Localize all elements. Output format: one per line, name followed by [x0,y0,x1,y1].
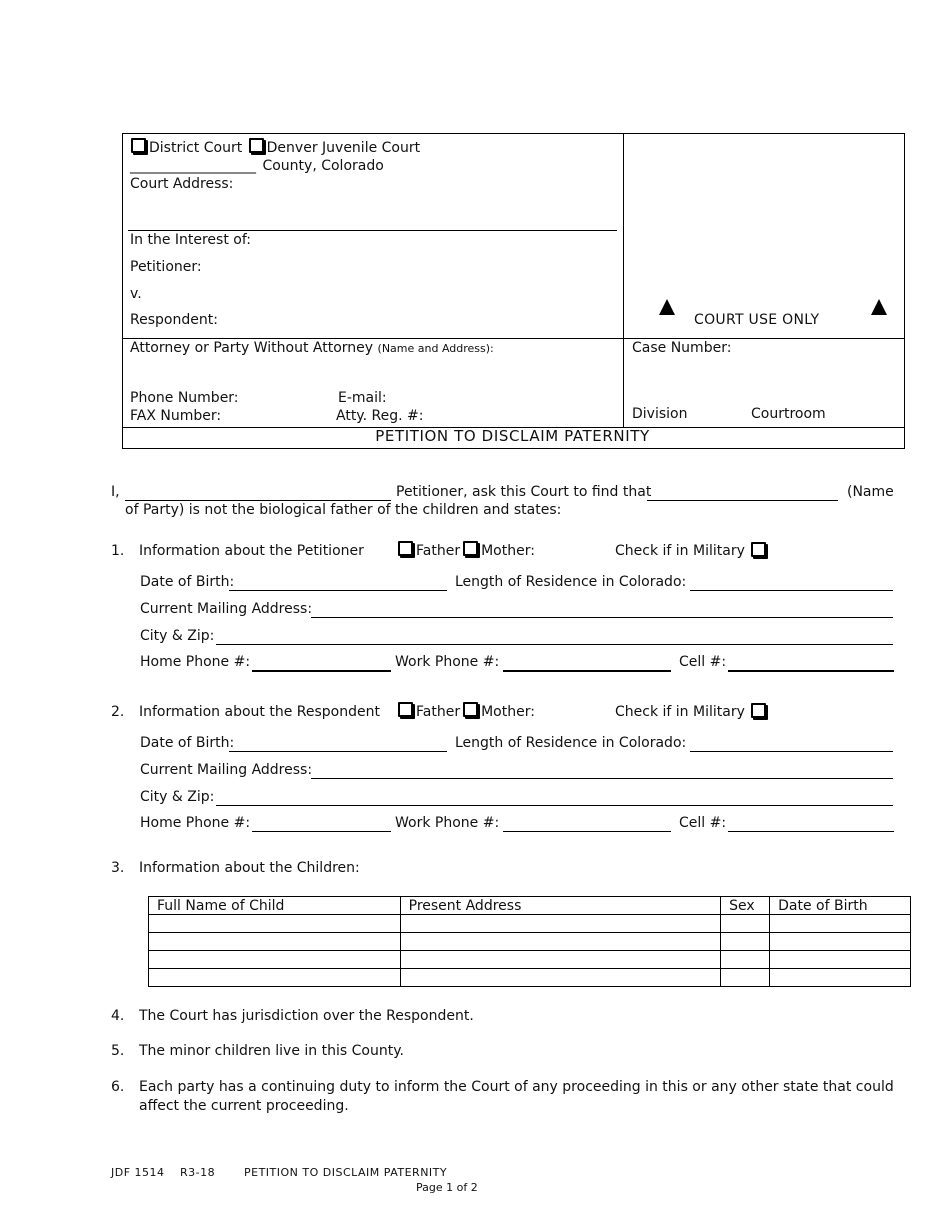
table-cell[interactable] [149,969,401,987]
table-cell[interactable] [770,915,911,933]
col-date-of-birth: Date of Birth [770,897,911,915]
section-1-work-label: Work Phone #: [395,654,500,670]
section-1-parent-options [398,541,535,559]
court-use-only-label: COURT USE ONLY [694,312,820,328]
section-2-city-label: City & Zip: [140,789,215,805]
item-4-text: The Court has jurisdiction over the Respondent. [139,1008,474,1024]
col-full-name: Full Name of Child [149,897,401,915]
attorney-note: (Name and Address): [377,342,494,355]
section-2-home-field[interactable] [252,831,391,832]
caption-divider-middle [122,338,904,339]
section-2-home-label: Home Phone #: [140,815,251,831]
section-1-number: 1. [111,543,125,559]
item-6-number: 6. [111,1079,125,1095]
petitioner-name-field[interactable] [125,500,391,501]
section-2-dob-field[interactable] [229,751,447,752]
section-3-number: 3. [111,860,125,876]
courtroom-label: Courtroom [751,406,826,422]
section-2-residence-label: Length of Residence in Colorado: [455,735,687,751]
table-cell[interactable] [149,933,401,951]
section-2-father-checkbox[interactable] [398,702,413,717]
section-1-mother-label: Mother: [481,543,535,559]
table-cell[interactable] [400,933,721,951]
section-1-military-label: Check if in Military [615,543,745,559]
party-name-field[interactable] [647,500,838,501]
section-2-parent-options [398,702,535,720]
intro-petitioner-ask: Petitioner, ask this Court to find that [396,484,652,500]
section-1-mailing-field[interactable] [311,617,893,618]
section-1-work-field[interactable] [503,670,671,672]
respondent-label: Respondent: [130,312,218,328]
section-2-father-label: Father [416,704,461,720]
section-2-cell-label: Cell #: [679,815,727,831]
table-row [149,969,911,987]
item-4-number: 4. [111,1008,125,1024]
table-cell[interactable] [721,933,770,951]
atty-reg-label: Atty. Reg. #: [336,408,424,424]
section-1-dob-field[interactable] [229,590,447,591]
footer-form-id: JDF 1514 [111,1166,165,1179]
section-2-military-checkbox[interactable] [751,703,766,718]
caption-box [122,133,905,449]
table-cell[interactable] [770,951,911,969]
section-1-mother-checkbox[interactable] [463,541,478,556]
v-label: v. [130,286,142,302]
table-cell[interactable] [721,969,770,987]
section-2-military-label: Check if in Military [615,704,745,720]
intro-line2: of Party) is not the biological father of the children and states: [125,502,562,518]
intro-i: I, [111,484,120,500]
section-1-residence-label: Length of Residence in Colorado: [455,574,687,590]
table-cell[interactable] [721,951,770,969]
children-table [148,896,911,987]
section-1-city-field[interactable] [216,644,893,645]
court-address-field[interactable] [128,230,617,231]
table-cell[interactable] [400,915,721,933]
section-1-residence-field[interactable] [690,590,893,591]
section-2-dob-label: Date of Birth: [140,735,235,751]
county-blank[interactable]: __________________ [130,158,256,174]
section-3-title: Information about the Children: [139,860,360,876]
email-label: E-mail: [338,390,387,406]
petitioner-label: Petitioner: [130,259,202,275]
section-2-city-field[interactable] [216,805,893,806]
section-1-cell-label: Cell #: [679,654,727,670]
table-cell[interactable] [770,969,911,987]
division-label: Division [632,406,688,422]
section-2-number: 2. [111,704,125,720]
denver-juvenile-court-checkbox[interactable] [249,138,264,153]
section-2-title: Information about the Respondent [139,704,380,720]
form-title: PETITION TO DISCLAIM PATERNITY [375,427,650,445]
section-2-mailing-label: Current Mailing Address: [140,762,313,778]
section-2-cell-field[interactable] [728,831,894,832]
section-2-mother-label: Mother: [481,704,535,720]
section-1-military-checkbox[interactable] [751,542,766,557]
section-1-dob-label: Date of Birth: [140,574,235,590]
section-1-home-field[interactable] [252,670,391,672]
intro-name-party: (Name [847,484,894,500]
table-row [149,951,911,969]
section-1-cell-field[interactable] [728,670,894,672]
table-cell[interactable] [149,951,401,969]
fax-number-label: FAX Number: [130,408,222,424]
section-2-work-label: Work Phone #: [395,815,500,831]
item-6-text: Each party has a continuing duty to inform the Court of any proceeding in this or any other state that could [139,1079,894,1095]
table-cell[interactable] [770,933,911,951]
col-present-address: Present Address [400,897,721,915]
caption-divider-vertical [623,133,624,427]
item-5-text: The minor children live in this County. [139,1043,404,1059]
district-court-checkbox[interactable] [131,138,146,153]
footer-page: Page 1 of 2 [416,1181,478,1194]
table-cell[interactable] [400,969,721,987]
section-2-mother-checkbox[interactable] [463,702,478,717]
denver-juvenile-court-label: Denver Juvenile Court [266,140,421,156]
item-5-number: 5. [111,1043,125,1059]
triangle-up-left-icon [659,299,675,315]
table-row [149,915,911,933]
table-row [149,933,911,951]
table-cell[interactable] [149,915,401,933]
section-1-father-checkbox[interactable] [398,541,413,556]
attorney-label: Attorney or Party Without Attorney [130,340,374,356]
table-cell[interactable] [721,915,770,933]
section-2-work-field[interactable] [503,831,671,832]
section-1-mailing-label: Current Mailing Address: [140,601,313,617]
item-6-text-line2: affect the current proceeding. [139,1098,349,1114]
footer-title: PETITION TO DISCLAIM PATERNITY [244,1166,448,1179]
section-1-father-label: Father [416,543,461,559]
attorney-line [130,340,494,356]
interest-of-label: In the Interest of: [130,232,251,248]
court-address-label: Court Address: [130,176,234,192]
section-1-title: Information about the Petitioner [139,543,364,559]
section-1-city-label: City & Zip: [140,628,215,644]
table-cell[interactable] [400,951,721,969]
section-1-home-label: Home Phone #: [140,654,251,670]
children-table-header [149,897,911,915]
section-2-residence-field[interactable] [690,751,893,752]
case-number-label: Case Number: [632,340,732,356]
section-2-mailing-field[interactable] [311,778,893,779]
footer-revision: R3-18 [180,1166,216,1179]
county-suffix: County, Colorado [262,158,384,174]
phone-number-label: Phone Number: [130,390,239,406]
court-type-line [131,138,420,156]
district-court-label: District Court [149,140,243,156]
county-line [130,158,384,174]
col-sex: Sex [721,897,770,915]
triangle-up-right-icon [871,299,887,315]
